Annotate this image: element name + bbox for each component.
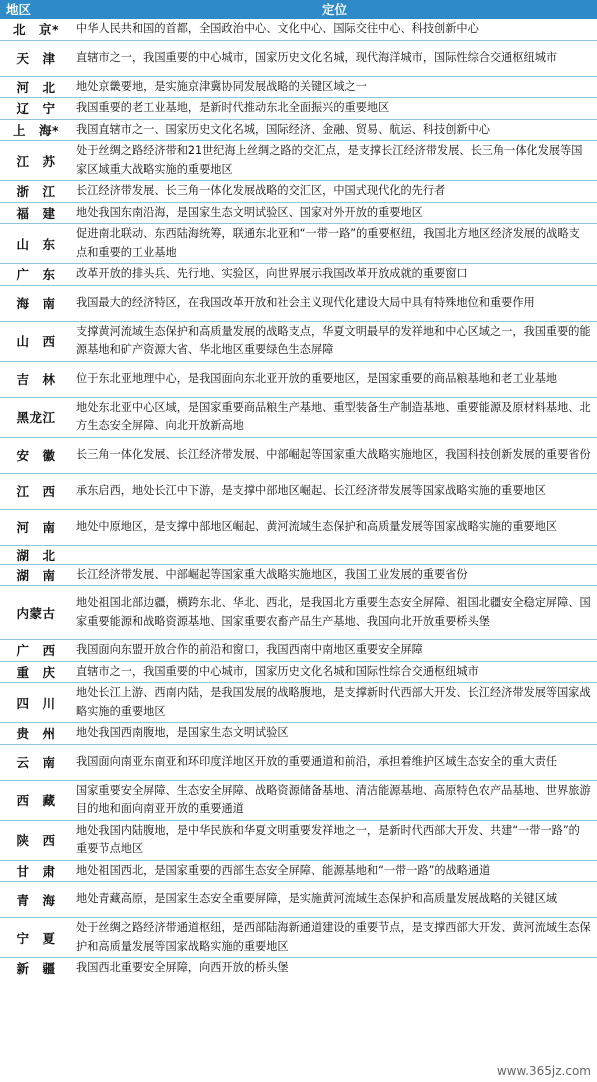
position-cell: 我国最大的经济特区，在我国改革开放和社会主义现代化建设大局中具有特殊地位和重要作用	[72, 285, 597, 321]
position-cell: 我国直辖市之一、国家历史文化名城，国际经济、金融、贸易、航运、科技创新中心	[72, 119, 597, 141]
region-cell: 吉 林	[0, 361, 72, 397]
table-row	[0, 285, 597, 321]
position-cell: 我国重要的老工业基地，是新时代推动东北全面振兴的重要地区	[72, 98, 597, 120]
table-row	[0, 586, 597, 640]
region-cell: 北 京*	[0, 19, 72, 40]
position-cell: 地处我国东南沿海，是国家生态文明试验区、国家对外开放的重要地区	[72, 202, 597, 224]
region-cell: 河 南	[0, 509, 72, 545]
region-cell: 山 西	[0, 321, 72, 361]
table-row	[0, 882, 597, 918]
table-row	[0, 181, 597, 203]
region-cell: 新 疆	[16, 961, 56, 977]
table-row	[0, 780, 597, 820]
region-cell: 广 西	[0, 640, 72, 662]
region-cell: 西 藏	[0, 780, 72, 820]
table-row	[0, 860, 597, 882]
table-row	[0, 40, 597, 76]
position-cell: 承东启西，地处长江中下游，是支撑中部地区崛起、长江经济带发展等国家战略实施的重要地区	[72, 473, 597, 509]
table-row	[0, 509, 597, 545]
table-row	[0, 640, 597, 662]
position-cell: 促进南北联动、东西陆海统筹，联通东北亚和“一带一路”的重要枢纽，我国北方地区经济发展的战略支点和重要的工业基地	[72, 224, 597, 264]
position-cell: 地处我国内陆腹地，是中华民族和华夏文明重要发祥地之一，是新时代西部大开发、共建“一带一路”的重要节点地区	[72, 820, 597, 860]
table-row	[0, 224, 597, 264]
position-cell: 我国面向南亚东南亚和环印度洋地区开放的重要通道和前沿，承担着维护区域生态安全的重大责任	[72, 744, 597, 780]
region-cell: 四 川	[0, 683, 72, 723]
table-row	[0, 744, 597, 780]
position-cell: 长江经济带发展、中部崛起等国家重大战略实施地区，我国工业发展的重要省份	[72, 564, 597, 586]
table-row	[0, 564, 597, 586]
position-cell: 地处长江上游、西南内陆，是我国发展的战略腹地，是支撑新时代西部大开发、长江经济带发展等国家战略实施的重要地区	[72, 683, 597, 723]
region-cell: 安 徽	[0, 437, 72, 473]
position-cell: 地处我国西南腹地，是国家生态文明试验区	[72, 723, 597, 745]
position-cell: 我国面向东盟开放合作的前沿和窗口，我国西南中南地区重要安全屏障	[72, 640, 597, 662]
table-row	[0, 820, 597, 860]
watermark: www.365jz.com	[496, 1064, 591, 1078]
header-region: 地区	[0, 0, 72, 19]
table-row	[0, 264, 597, 286]
position-cell: 中华人民共和国的首都，全国政治中心、文化中心、国际交往中心、科技创新中心	[72, 19, 597, 40]
position-cell: 处于丝绸之路经济带和21世纪海上丝绸之路的交汇点，是支撑长江经济带发展、长三角一体化发展等国家区域重大战略实施的重要地区	[72, 141, 597, 181]
region-cell: 重 庆	[0, 661, 72, 683]
position-cell: 我国西北重要安全屏障，向西开放的桥头堡	[76, 961, 289, 974]
region-cell: 江 苏	[0, 141, 72, 181]
region-cell: 黑龙江	[0, 397, 72, 437]
table-row	[0, 98, 597, 120]
table-header-row	[0, 0, 597, 19]
table-row	[0, 473, 597, 509]
region-cell: 河 北	[0, 76, 72, 98]
position-cell: 地处中原地区，是支撑中部地区崛起、黄河流域生态保护和高质量发展等国家战略实施的重要地区	[72, 509, 597, 545]
region-cell: 上 海*	[0, 119, 72, 141]
table-row	[0, 76, 597, 98]
region-cell: 陕 西	[0, 820, 72, 860]
table-row	[0, 141, 597, 181]
table-row	[0, 545, 597, 564]
position-cell: 地处青藏高原，是国家生态安全重要屏障，是实施黄河流域生态保护和高质量发展战略的关键区域	[72, 882, 597, 918]
region-cell: 福 建	[0, 202, 72, 224]
region-cell: 辽 宁	[0, 98, 72, 120]
region-cell: 天 津	[0, 40, 72, 76]
position-cell: 直辖市之一，我国重要的中心城市，国家历史文化名城，现代海洋城市，国际性综合交通枢纽城市	[72, 40, 597, 76]
region-cell: 青 海	[0, 882, 72, 918]
position-cell: 地处祖国北部边疆，横跨东北、华北、西北，是我国北方重要生态安全屏障、祖国北疆安全稳定屏障、国家重要能源和战略资源基地、国家重要农畜产品生产基地、我国向北开放重要桥头堡	[72, 586, 597, 640]
table-body	[0, 19, 597, 979]
table-row	[0, 361, 597, 397]
position-cell: 处于丝绸之路经济带通道枢纽，是西部陆海新通道建设的重要节点，是支撑西部大开发、黄河流域生态保护和高质量发展等国家战略实施的重要地区	[72, 918, 597, 958]
region-cell: 宁 夏	[0, 918, 72, 958]
position-cell: 地处东北亚中心区域，是国家重要商品粮生产基地、重型装备生产制造基地、重要能源及原材料基地、北方生态安全屏障、向北开放新高地	[72, 397, 597, 437]
region-cell: 江 西	[0, 473, 72, 509]
region-cell: 甘 肃	[0, 860, 72, 882]
table-row	[0, 437, 597, 473]
table-row	[0, 321, 597, 361]
region-cell: 海 南	[0, 285, 72, 321]
position-cell: 位于东北亚地理中心，是我国面向东北亚开放的重要地区，是国家重要的商品粮基地和老工业基地	[72, 361, 597, 397]
position-cell: 长三角一体化发展、长江经济带发展、中部崛起等国家重大战略实施地区，我国科技创新发展的重要省份	[72, 437, 597, 473]
table-row	[0, 918, 597, 958]
region-cell: 湖 南	[0, 564, 72, 586]
position-cell: 国家重要安全屏障、生态安全屏障、战略资源储备基地、清洁能源基地、高原特色农产品基地、世界旅游目的地和面向南亚开放的重要通道	[72, 780, 597, 820]
table-row	[0, 683, 597, 723]
table-row	[0, 958, 597, 979]
region-cell: 广 东	[0, 264, 72, 286]
position-cell: 地处京畿要地，是实施京津冀协同发展战略的关键区域之一	[72, 76, 597, 98]
table-row	[0, 202, 597, 224]
position-cell: 地处祖国西北，是国家重要的西部生态安全屏障、能源基地和“一带一路”的战略通道	[72, 860, 597, 882]
table-row	[0, 723, 597, 745]
position-cell: 直辖市之一，我国重要的中心城市，国家历史文化名城和国际性综合交通枢纽城市	[72, 661, 597, 683]
position-cell: 改革开放的排头兵、先行地、实验区，向世界展示我国改革开放成就的重要窗口	[72, 264, 597, 286]
position-cell: 支撑黄河流域生态保护和高质量发展的战略支点，华夏文明最早的发祥地和中心区域之一，我国重要的能源基地和矿产资源大省、华北地区重要绿色生态屏障	[72, 321, 597, 361]
region-cell: 内蒙古	[0, 586, 72, 640]
region-cell: 贵 州	[0, 723, 72, 745]
table-row	[0, 119, 597, 141]
region-cell: 湖 北	[0, 545, 72, 564]
table-row	[0, 661, 597, 683]
region-cell: 云 南	[0, 744, 72, 780]
position-cell	[72, 545, 597, 564]
table-row	[0, 19, 597, 40]
region-cell: 山 东	[0, 224, 72, 264]
header-position: 定位	[72, 0, 597, 19]
table-row	[0, 397, 597, 437]
region-cell: 浙 江	[0, 181, 72, 203]
position-cell: 长江经济带发展、长三角一体化发展战略的交汇区，中国式现代化的先行者	[72, 181, 597, 203]
